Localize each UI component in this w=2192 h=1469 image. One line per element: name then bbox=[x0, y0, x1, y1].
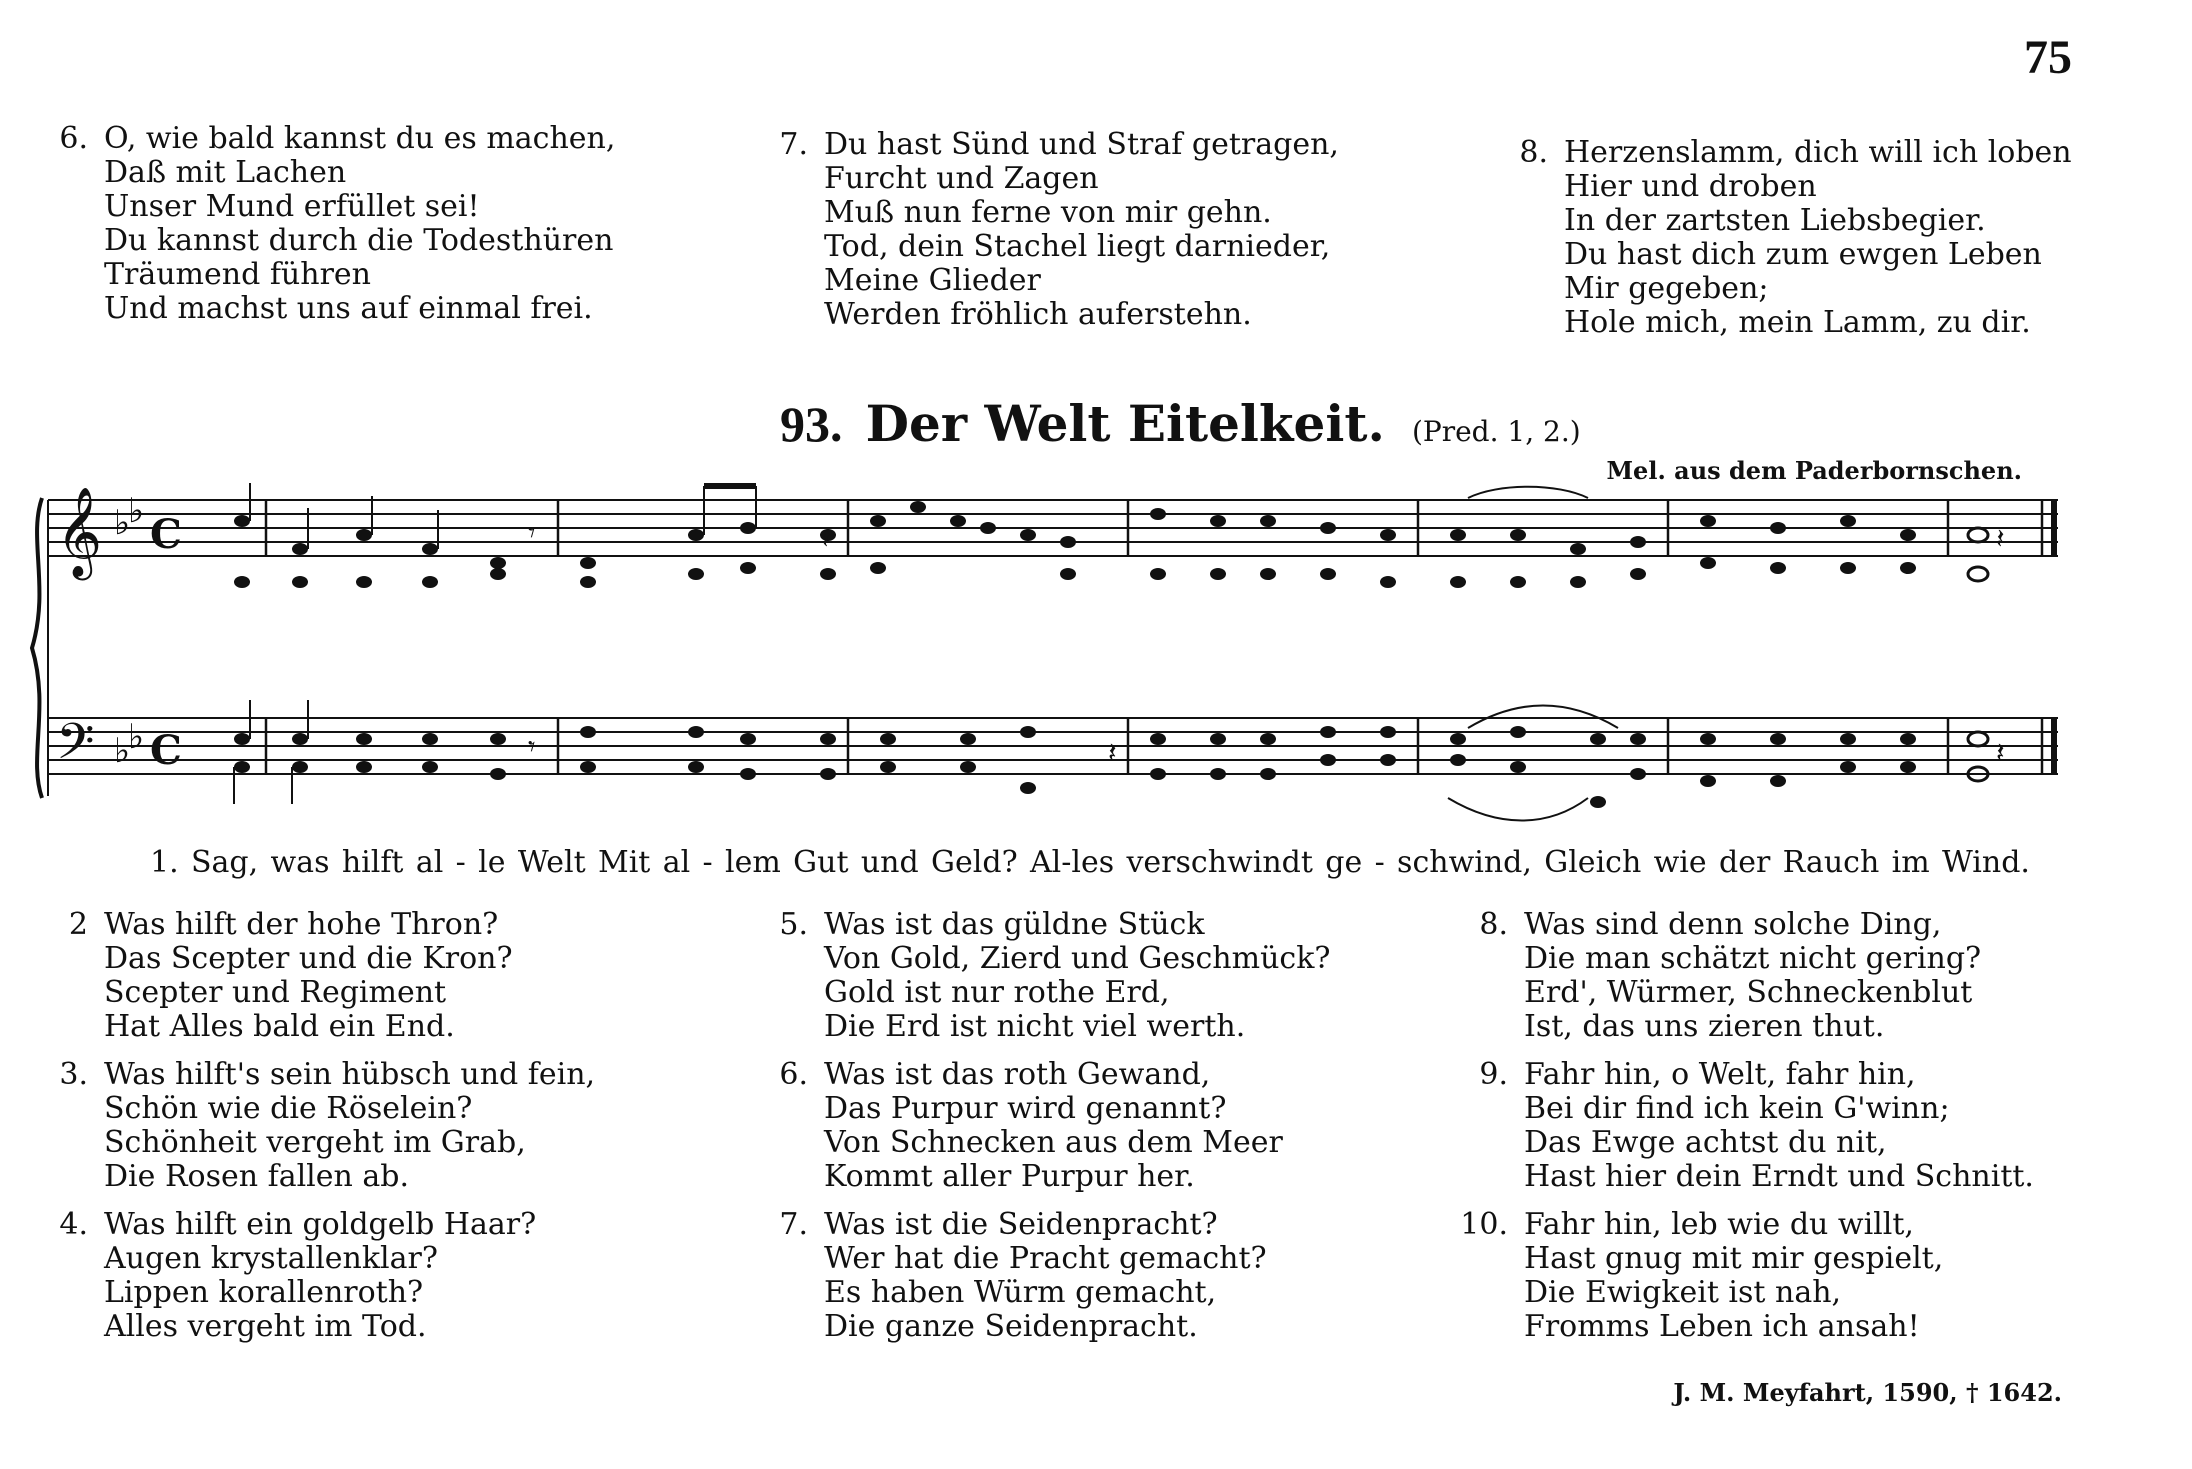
verse-block bbox=[40, 1208, 595, 1344]
lyric-syllable: wie bbox=[1653, 845, 1707, 880]
svg-text:𝄽: 𝄽 bbox=[1996, 736, 2005, 769]
verse-number: 7. bbox=[779, 127, 808, 162]
verse-number: 5. bbox=[779, 907, 808, 942]
lyric-syllable: - bbox=[1374, 845, 1385, 880]
lyric-syllable: schwind, bbox=[1397, 845, 1532, 880]
system-brace bbox=[32, 498, 42, 798]
svg-text:𝄽: 𝄽 bbox=[1996, 522, 2005, 555]
top-verse-column-2 bbox=[760, 128, 1339, 338]
lyric-syllable: hilft bbox=[341, 845, 404, 880]
verse-line: Was ist die Seidenpracht? bbox=[824, 1207, 1218, 1242]
bass-key-signature: ♭ bbox=[114, 731, 131, 771]
verse-block bbox=[760, 1058, 1330, 1194]
verse-line: Schön wie die Röselein? bbox=[104, 1091, 473, 1126]
lyric-syllable: - bbox=[702, 845, 713, 880]
verse-number: 3. bbox=[59, 1057, 88, 1092]
music-score bbox=[28, 478, 2068, 828]
verse-line: Was ist das güldne Stück bbox=[824, 907, 1205, 942]
verse-line: Erd', Würmer, Schneckenblut bbox=[1524, 975, 1973, 1010]
verse-line: Alles vergeht im Tod. bbox=[104, 1309, 427, 1344]
verse-line: Was hilft der hohe Thron? bbox=[104, 907, 499, 942]
verse-line: Furcht und Zagen bbox=[824, 161, 1099, 196]
lyric-syllable: Sag, bbox=[190, 845, 259, 880]
bass-staff bbox=[48, 718, 2058, 774]
verse-line: Scepter und Regiment bbox=[104, 975, 447, 1010]
verse-number: 10. bbox=[1460, 1207, 1508, 1242]
verse-line: Augen krystallenklar? bbox=[104, 1241, 438, 1276]
lyric-syllable: Al-les bbox=[1030, 845, 1115, 880]
lyric-syllable: Mit bbox=[597, 845, 651, 880]
verse-line: Hier und droben bbox=[1564, 169, 1817, 204]
treble-time-signature: C bbox=[150, 511, 182, 558]
verse-line: Gold ist nur rothe Erd, bbox=[824, 975, 1170, 1010]
melody-credit: Mel. aus dem Paderbornschen. bbox=[1606, 456, 2022, 485]
lyric-syllable: al bbox=[415, 845, 444, 880]
lyric-syllable: und bbox=[860, 845, 919, 880]
verse-line: Die ganze Seidenpracht. bbox=[824, 1309, 1198, 1344]
bottom-verse-column-1 bbox=[40, 908, 595, 1358]
author-credit: J. M. Meyfahrt, 1590, † 1642. bbox=[1673, 1378, 2062, 1407]
hymn-number: 93. bbox=[780, 396, 843, 452]
verse-line: Die Ewigkeit ist nah, bbox=[1524, 1275, 1842, 1310]
verse-line: Tod, dein Stachel liegt darnieder, bbox=[824, 229, 1331, 264]
verse-6-top bbox=[40, 122, 615, 326]
lyric-verse-number: 1. bbox=[150, 845, 179, 880]
verse-line: Was sind denn solche Ding, bbox=[1524, 907, 1942, 942]
verse-line: Von Gold, Zierd und Geschmück? bbox=[824, 941, 1331, 976]
top-verse-column-3 bbox=[1500, 136, 2072, 346]
verse-line: Das Purpur wird genannt? bbox=[824, 1091, 1227, 1126]
lyric-syllable: lem bbox=[725, 845, 781, 880]
treble-staff bbox=[48, 500, 2058, 556]
lyric-syllable: Rauch bbox=[1782, 845, 1880, 880]
lyric-syllable: verschwindt bbox=[1126, 845, 1313, 880]
verse-line: Bei dir find ich kein G'winn; bbox=[1524, 1091, 1950, 1126]
verse-block bbox=[1460, 908, 2034, 1044]
verse-line: Schönheit vergeht im Grab, bbox=[104, 1125, 526, 1160]
lyric-line bbox=[150, 845, 2030, 880]
verse-line: Die man schätzt nicht gering? bbox=[1524, 941, 1982, 976]
verse-line: Was ist das roth Gewand, bbox=[824, 1057, 1211, 1092]
verse-line: O, wie bald kannst du es machen, bbox=[104, 121, 616, 156]
lyric-syllable: Geld? bbox=[931, 845, 1018, 880]
lyric-syllable: al bbox=[662, 845, 691, 880]
verse-line: Von Schnecken aus dem Meer bbox=[824, 1125, 1283, 1160]
verse-line: Die Rosen fallen ab. bbox=[104, 1159, 410, 1194]
verse-line: Du kannst durch die Todesthüren bbox=[104, 223, 614, 258]
lyric-syllable: im bbox=[1891, 845, 1930, 880]
verse-line: Fromms Leben ich ansah! bbox=[1524, 1309, 1920, 1344]
svg-text:𝄽: 𝄽 bbox=[822, 522, 831, 555]
lyric-syllable: ge bbox=[1325, 845, 1363, 880]
verse-line: Das Ewge achtst du nit, bbox=[1524, 1125, 1887, 1160]
lyric-syllable: le bbox=[478, 845, 506, 880]
svg-text:𝄾: 𝄾 bbox=[528, 516, 536, 549]
verse-line: Meine Glieder bbox=[824, 263, 1041, 298]
verse-line: Fahr hin, leb wie du willt, bbox=[1524, 1207, 1914, 1242]
bottom-verse-column-3 bbox=[1460, 908, 2034, 1358]
verse-number: 6. bbox=[59, 121, 88, 156]
verse-line: Kommt aller Purpur her. bbox=[824, 1159, 1195, 1194]
verse-line: Ist, das uns zieren thut. bbox=[1524, 1009, 1885, 1044]
verse-7-top bbox=[760, 128, 1339, 332]
verse-block bbox=[1460, 1208, 2034, 1344]
svg-text:𝄾: 𝄾 bbox=[528, 730, 536, 763]
verse-number: 2 bbox=[68, 907, 88, 942]
verse-line: Du hast dich zum ewgen Leben bbox=[1564, 237, 2042, 272]
verse-line: Lippen korallenroth? bbox=[104, 1275, 424, 1310]
verse-line: Hast gnug mit mir gespielt, bbox=[1524, 1241, 1944, 1276]
hymn-heading bbox=[780, 394, 1581, 453]
lyric-syllable: der bbox=[1719, 845, 1771, 880]
svg-text:𝄽: 𝄽 bbox=[1108, 736, 1117, 769]
bass-time-signature: C bbox=[150, 727, 182, 774]
lyric-syllable: Gut bbox=[793, 845, 849, 880]
hymn-title: Der Welt Eitelkeit. bbox=[865, 394, 1385, 453]
treble-key-signature: ♭ bbox=[128, 491, 145, 531]
verse-line: Fahr hin, o Welt, fahr hin, bbox=[1524, 1057, 1916, 1092]
verse-line: Herzenslamm, dich will ich loben bbox=[1564, 135, 2072, 170]
verse-line: Die Erd ist nicht viel werth. bbox=[824, 1009, 1246, 1044]
verse-line: Muß nun ferne von mir gehn. bbox=[824, 195, 1272, 230]
scripture-reference: (Pred. 1, 2.) bbox=[1411, 415, 1581, 448]
verse-line: In der zartsten Liebsbegier. bbox=[1564, 203, 1986, 238]
verse-number: 6. bbox=[779, 1057, 808, 1092]
treble-clef: 𝄞 bbox=[56, 487, 103, 577]
stems-and-slurs bbox=[234, 483, 1618, 821]
verse-line: Es haben Würm gemacht, bbox=[824, 1275, 1217, 1310]
verse-line: Hat Alles bald ein End. bbox=[104, 1009, 455, 1044]
verse-block bbox=[40, 908, 595, 1044]
verse-number: 9. bbox=[1479, 1057, 1508, 1092]
verse-8-top bbox=[1500, 136, 2072, 340]
verse-block bbox=[760, 1208, 1330, 1344]
lyric-syllable: Welt bbox=[517, 845, 586, 880]
bass-clef: 𝄢 bbox=[56, 713, 95, 783]
verse-line: Werden fröhlich auferstehn. bbox=[824, 297, 1252, 332]
verse-number: 8. bbox=[1519, 135, 1548, 170]
verse-line: Träumend führen bbox=[104, 257, 371, 292]
lyric-syllable: Gleich bbox=[1544, 845, 1642, 880]
verse-block bbox=[760, 908, 1330, 1044]
bottom-verse-column-2 bbox=[760, 908, 1330, 1358]
verse-number: 4. bbox=[59, 1207, 88, 1242]
verse-line: Daß mit Lachen bbox=[104, 155, 347, 190]
verse-line: Wer hat die Pracht gemacht? bbox=[824, 1241, 1267, 1276]
verse-line: Was hilft ein goldgelb Haar? bbox=[104, 1207, 537, 1242]
verse-block bbox=[1460, 1058, 2034, 1194]
bass-key-signature: ♭ bbox=[128, 717, 145, 757]
verse-line: Was hilft's sein hübsch und fein, bbox=[104, 1057, 596, 1092]
verse-line: Unser Mund erfüllet sei! bbox=[104, 189, 480, 224]
verse-line: Hole mich, mein Lamm, zu dir. bbox=[1564, 305, 2031, 340]
verse-line: Du hast Sünd und Straf getragen, bbox=[824, 127, 1339, 162]
treble-key-signature: ♭ bbox=[114, 503, 131, 543]
verse-line: Das Scepter und die Kron? bbox=[104, 941, 513, 976]
verse-line: Mir gegeben; bbox=[1564, 271, 1769, 306]
lyric-syllable: Wind. bbox=[1942, 845, 2030, 880]
page-number: 75 bbox=[2024, 31, 2072, 84]
lyric-syllable: was bbox=[270, 845, 330, 880]
lyric-syllable: - bbox=[455, 845, 466, 880]
top-verse-column-1 bbox=[40, 122, 615, 332]
verse-number: 7. bbox=[779, 1207, 808, 1242]
verse-number: 8. bbox=[1479, 907, 1508, 942]
verse-line: Und machst uns auf einmal frei. bbox=[104, 291, 593, 326]
verse-block bbox=[40, 1058, 595, 1194]
verse-line: Hast hier dein Erndt und Schnitt. bbox=[1524, 1159, 2034, 1194]
